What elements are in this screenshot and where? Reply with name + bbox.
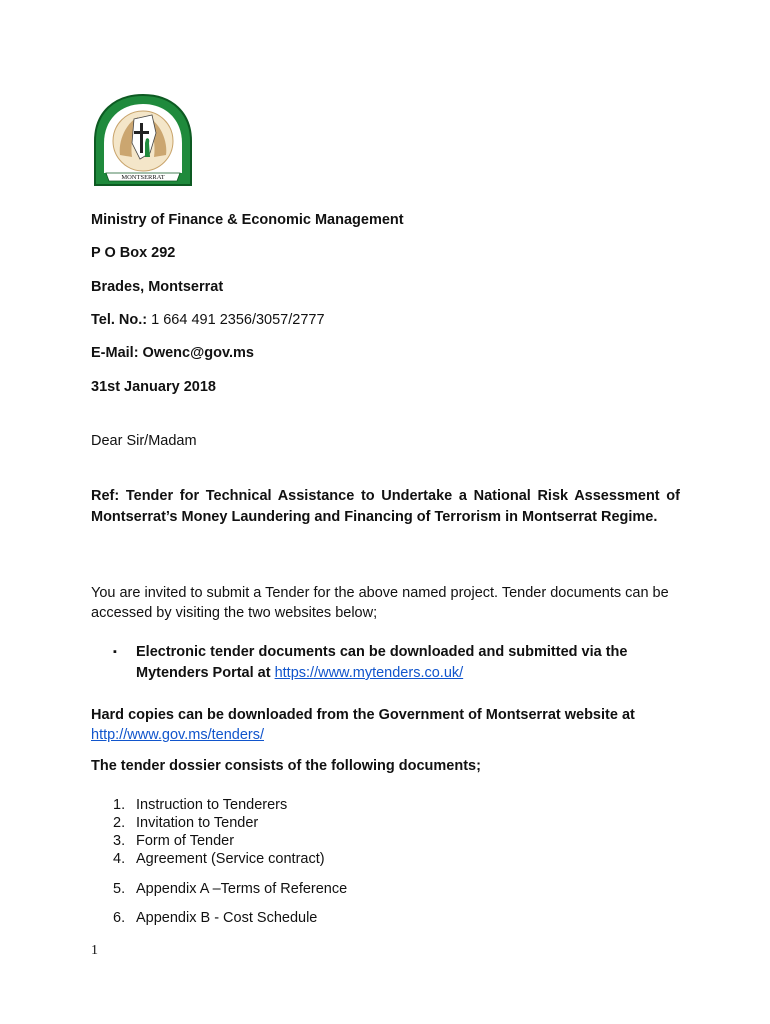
document-list: [113, 796, 325, 868]
telephone-line: [91, 312, 325, 328]
po-box: P O Box 292: [91, 245, 176, 261]
tel-value: 1 664 491 2356/3057/2777: [147, 312, 325, 328]
list-item: [113, 796, 325, 814]
document-label: Appendix A –Terms of Reference: [136, 881, 348, 897]
ministry-name: Ministry of Finance & Economic Management: [91, 212, 404, 228]
document-list-continued: [113, 880, 347, 898]
page-number: 1: [91, 943, 98, 958]
list-item: [113, 909, 317, 927]
list-number: 5.: [113, 881, 126, 897]
letter-date: 31st January 2018: [91, 379, 216, 395]
document-label: Agreement (Service contract): [136, 851, 325, 867]
hard-copies-paragraph: [91, 705, 691, 745]
list-number: 2.: [113, 815, 126, 831]
location: Brades, Montserrat: [91, 279, 224, 295]
montserrat-seal-logo: [90, 93, 196, 195]
document-list-continued: [113, 909, 317, 927]
list-item: [113, 850, 325, 868]
document-label: Instruction to Tenderers: [136, 797, 288, 813]
list-number: 6.: [113, 910, 126, 926]
gov-tenders-link[interactable]: http://www.gov.ms/tenders/: [91, 727, 264, 743]
list-item: [113, 814, 325, 832]
email-line: E-Mail: Owenc@gov.ms: [91, 345, 254, 361]
hard-copies-text: Hard copies can be downloaded from the Government of Montserrat website at: [91, 707, 635, 723]
list-number: 4.: [113, 851, 126, 867]
dossier-heading: The tender dossier consists of the following documents;: [91, 758, 481, 774]
bullet-text: [136, 642, 696, 684]
salutation: Dear Sir/Madam: [91, 433, 197, 449]
list-item: [113, 832, 325, 850]
mytenders-link[interactable]: https://www.mytenders.co.uk/: [274, 665, 464, 681]
list-item: [113, 880, 347, 898]
seal-text: MONTSERRAT: [121, 174, 165, 181]
intro-paragraph: You are invited to submit a Tender for the above named project. Tender documents can be accessed by visiting the two websites below;: [91, 585, 669, 621]
list-number: 3.: [113, 833, 126, 849]
tel-label: Tel. No.:: [91, 312, 148, 328]
document-label: Form of Tender: [136, 833, 235, 849]
reference-line: Ref: Tender for Technical Assistance to Undertake a National Risk Assessment of Montserrat’s Money Laundering and Financing of Terrorism in Montserrat Regime.: [91, 488, 680, 525]
document-label: Appendix B - Cost Schedule: [136, 910, 318, 926]
bullet-marker: ▪: [113, 646, 117, 658]
document-label: Invitation to Tender: [136, 815, 259, 831]
bullet-label: Electronic tender documents can be downloaded and submitted via the Mytenders Portal at: [136, 644, 628, 681]
list-number: 1.: [113, 797, 126, 813]
